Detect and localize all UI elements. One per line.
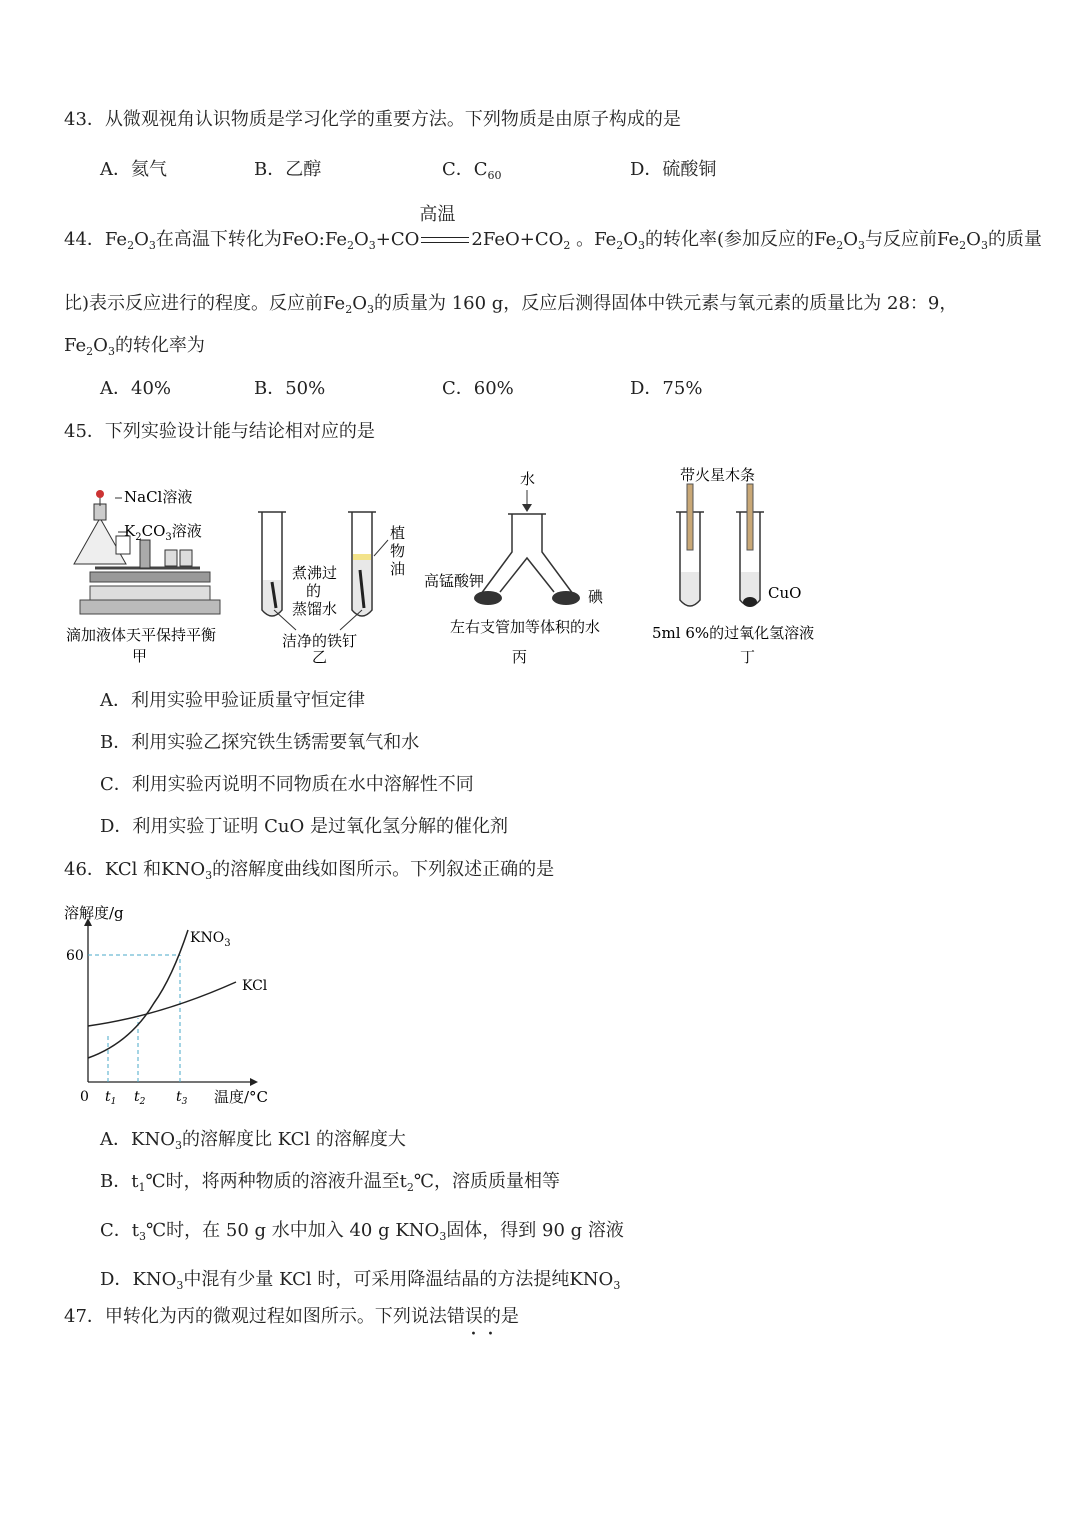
q43-option-c: C．$C_{60}$ [442,159,502,182]
ding-name: 丁 [740,648,756,666]
q44-option-a: A．40% [100,378,172,399]
q44-line-3: $Fe_2O_3$的转化率为 [64,335,205,358]
q46-option-c: C．$t_3℃$时，在 50 g 水中加入 40 g $KNO_3$固体，得到 90 g 溶液 [100,1220,624,1243]
q45-option-a: A．利用实验甲验证质量守恒定律 [100,690,365,711]
q46-option-b: B．$t_1℃$时，将两种物质的溶液升温至$t_2℃$，溶质质量相等 [100,1171,560,1194]
q44-option-c: C．60% [442,378,514,399]
experiment-ding [652,466,814,666]
bing-water-label: 水 [520,470,536,488]
q45-option-b: B．利用实验乙探究铁生锈需要氧气和水 [100,732,420,753]
x-tick-t2: $t_2$ [134,1089,146,1107]
yi-oil-label-2: 物 [390,542,406,560]
bing-name: 丙 [512,648,528,666]
bing-left-label: 高锰酸钾 [424,572,485,590]
yi-water-label-1: 煮沸过 [292,564,338,582]
yi-oil-label-3: 油 [390,560,406,578]
q43-option-d: D．硫酸铜 [630,159,717,180]
q45-stem: 45．下列实验设计能与结论相对应的是 [64,421,375,442]
q43-option-a: A．氦气 [100,159,167,180]
kcl-series-label: KCl [242,978,268,994]
y-axis-label: 溶解度/g [64,904,124,922]
ding-top-label: 带火星木条 [680,466,756,484]
q44-line-1: 44．$Fe_2O_3$在高温下转化为$FeO:Fe_2O_3+CO$ 高温 $2FeO+CO_2$ 。$Fe_2O_3$的转化率(参加反应的$Fe_2O_3$与反应前$Fe_2O_3$的质量 [64,204,1042,252]
q46-stem: 46．KCl 和$KNO_3$的溶解度曲线如图所示。下列叙述正确的是 [64,859,555,882]
experiment-bing [424,470,604,666]
origin-label: 0 [80,1089,89,1105]
q46-option-a: A．$KNO_3$的溶解度比 KCl 的溶解度大 [100,1129,406,1152]
yi-name: 乙 [312,648,328,666]
bing-caption: 左右支管加等体积的水 [450,618,601,636]
jia-nacl-label: NaCl溶液 [124,488,193,506]
emphasis-dots: ·· [470,1322,504,1347]
bing-right-label: 碘 [588,588,604,606]
kcl-curve [88,982,236,1026]
yi-oil-label-1: 植 [390,524,406,542]
solubility-chart [60,898,300,1110]
yi-water-label-2: 的 [306,582,322,600]
y-tick-60: 60 [66,948,84,964]
ding-caption: 5ml 6%的过氧化氢溶液 [652,624,815,642]
jia-caption: 滴加液体天平保持平衡 [66,626,217,644]
yi-nail-label: 洁净的铁钉 [282,632,358,650]
jia-name: 甲 [132,647,148,665]
q45-option-c: C．利用实验丙说明不同物质在水中溶解性不同 [100,774,474,795]
x-tick-t1: $t_1$ [105,1089,117,1107]
q44-option-b: B．50% [254,378,326,399]
x-tick-t3: $t_3$ [176,1089,188,1107]
q45-option-d: D．利用实验丁证明 CuO 是过氧化氢分解的催化剂 [100,816,508,837]
q47-stem: 47．甲转化为丙的微观过程如图所示。下列说法错误的是 [64,1306,519,1327]
q46-option-d: D．$KNO_3$中混有少量 KCl 时，可采用降温结晶的方法提纯$KNO_3$ [100,1269,621,1292]
jia-k2co3-label: $K_2CO_3$溶液 [124,522,202,543]
x-axis-label: 温度/°C [214,1088,269,1106]
experiment-yi [258,512,405,666]
q43-stem: 43．从微观视角认识物质是学习化学的重要方法。下列物质是由原子构成的是 [64,109,681,130]
yi-water-label-3: 蒸馏水 [292,600,338,618]
q44-line-2: 比)表示反应进行的程度。反应前$Fe_2O_3$的质量为 160 g，反应后测得固体中铁元素与氧元素的质量比为 28：9， [64,293,958,316]
kno3-series-label: $KNO_3$ [190,930,231,949]
ding-cuo-label: CuO [768,584,802,602]
experiment-jia [66,488,220,665]
q45-experiment-figure [60,460,840,670]
reaction-arrow: 高温 [421,233,469,247]
q43-option-b: B．乙醇 [254,159,322,180]
q44-option-d: D．75% [630,378,703,399]
